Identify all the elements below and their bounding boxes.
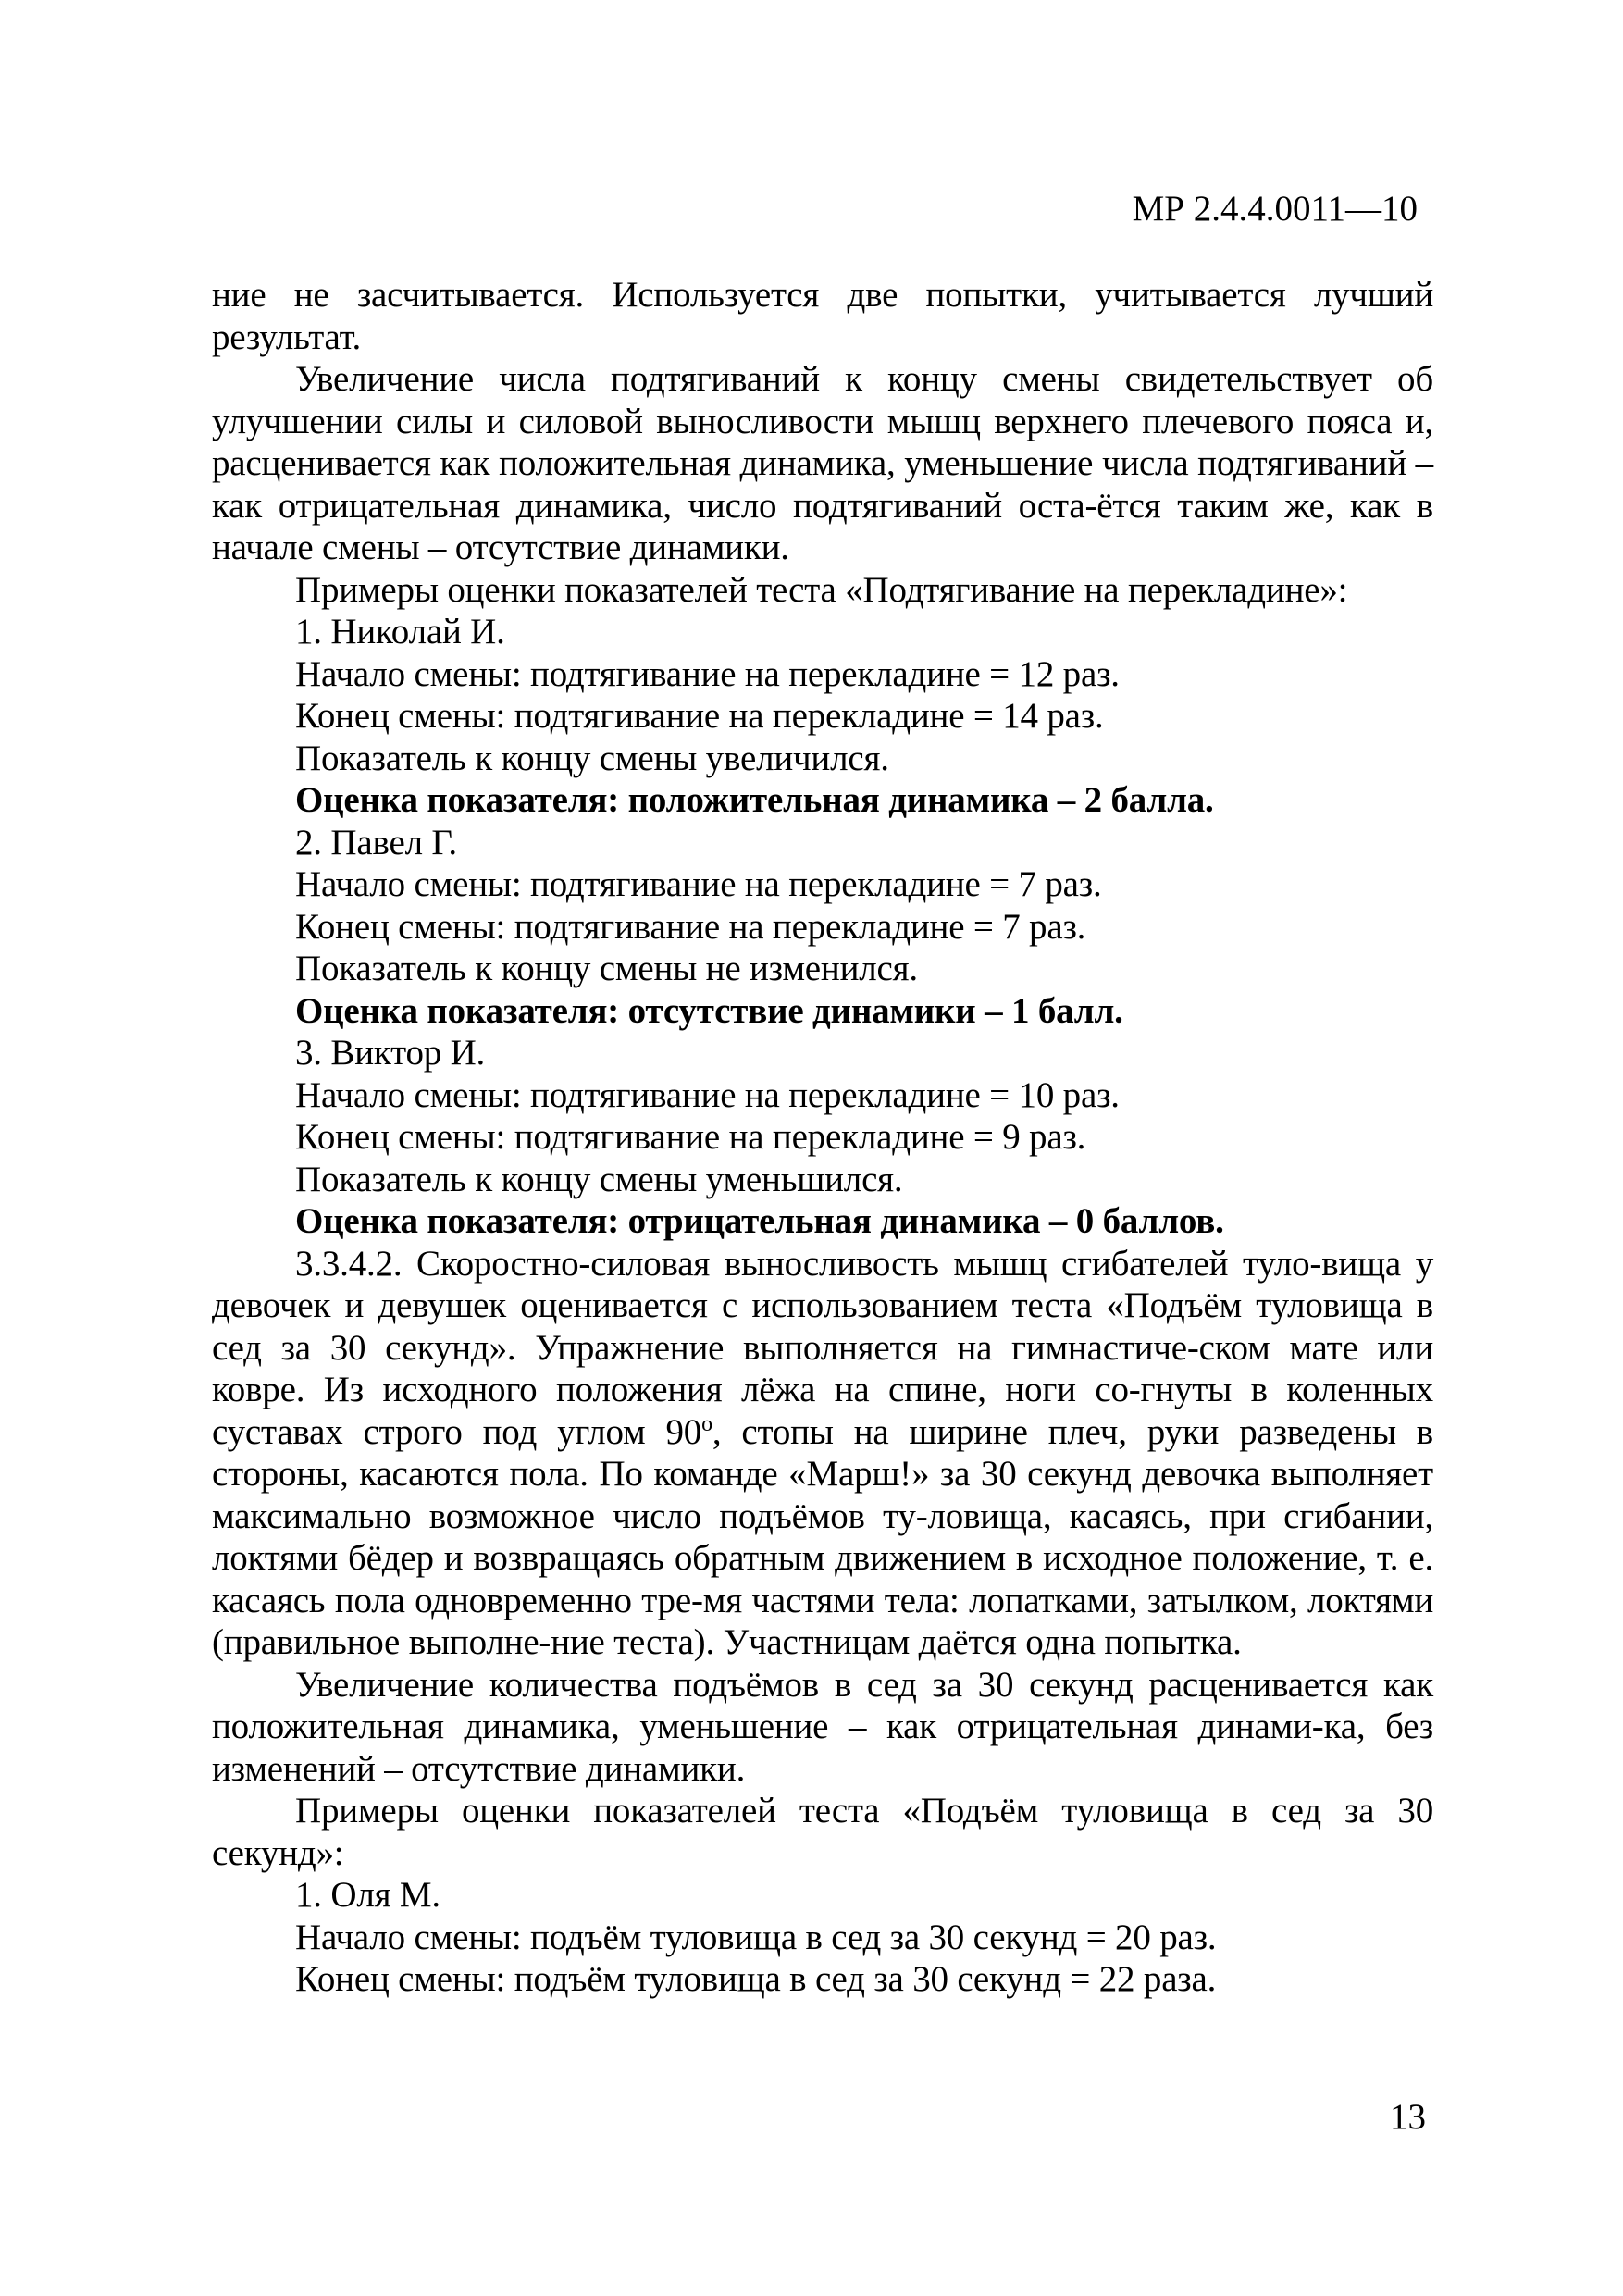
example-2-change: Показатель к концу смены не изменился. [295,949,918,988]
paragraph-situps-description [212,1243,1433,1664]
paragraph-situps-assessment: Увеличение количества подъёмов в сед за 30 секунд расценивается как положительная динамика, уменьшение – как отрицательная динами-ка, без изменений – отсутствие динамики. [212,1664,1433,1789]
example-3-name: 3. Виктор И. [295,1033,486,1073]
example-3-score: Оценка показателя: отрицательная динамика – 0 баллов. [295,1201,1224,1241]
paragraph-pullups-examples-intro: Примеры оценки показателей теста «Подтягивание на перекладине»: [295,569,1348,610]
body-text [212,274,1433,2001]
example-2-name: 2. Павел Г. [295,822,457,863]
situps-description-part-1: 3.3.4.2. Скоростно-силовая выносливость мышц сгибателей туло-вища у девочек и девушек оценивается с использованием теста «Подъём туловища в сед за 30 секунд». Упражнение выполняется на гимнастиче-ском мате или ковре. Из исходного положения лёжа на спине, ноги со-гнуты в коленных суставах строго под углом 90 [212,1243,1433,1452]
example-2-score: Оценка показателя: отсутствие динамики – 1 балл. [295,990,1123,1031]
page-number: 13 [1390,2097,1426,2137]
situps-description-part-2: , стопы на ширине плеч, руки разведены в стороны, касаются пола. По команде «Марш!» за 30 секунд девочка выполняет максимально возможное число подъёмов ту-ловища, касаясь, при сгибании, локтями бёдер и возвращаясь обратным движением в исходное положение, т. е. касаясь пола одновременно тре-мя частями тела: лопатками, затылком, локтями (правильное выполне-ние теста). Участницам даётся одна попытка. [212,1411,1433,1662]
example-2-start: Начало смены: подтягивание на перекладине = 7 раз. [295,864,1102,904]
example-3-start: Начало смены: подтягивание на перекладине = 10 раз. [295,1074,1120,1115]
example-2-end: Конец смены: подтягивание на перекладине = 7 раз. [295,906,1086,947]
paragraph-pullups-assessment: Увеличение числа подтягиваний к концу смены свидетельствует об улучшении силы и силовой выносливости мышц верхнего плечевого пояса и, расценивается как положительная динамика, уменьшение числа подтягиваний – как отрицательная динамика, число подтягиваний оста-ётся таким же, как в начале смены – отсутствие динамики. [212,359,1433,567]
paragraph-situps-examples-intro: Примеры оценки показателей теста «Подъём туловища в сед за 30 секунд»: [212,1791,1433,1873]
paragraph-continuation: ние не засчитывается. Используется две попытки, учитывается лучший результат. [212,275,1433,357]
example-4-start: Начало смены: подъём туловища в сед за 30 секунд = 20 раз. [295,1917,1217,1957]
example-1-change: Показатель к концу смены увеличился. [295,738,889,778]
example-1-score: Оценка показателя: положительная динамика – 2 балла. [295,780,1214,820]
example-4-name: 1. Оля М. [295,1875,440,1915]
example-3-end: Конец смены: подтягивание на перекладине = 9 раз. [295,1117,1086,1157]
example-1-name: 1. Николай И. [295,612,505,652]
degree-superscript: о [701,1411,712,1436]
document-code: МР 2.4.4.0011—10 [1132,189,1418,229]
example-1-start: Начало смены: подтягивание на перекладине = 12 раз. [295,653,1120,694]
example-4-end: Конец смены: подъём туловища в сед за 30 секунд = 22 раза. [295,1959,1217,1999]
example-1-end: Конец смены: подтягивание на перекладине = 14 раз. [295,696,1104,736]
example-3-change: Показатель к концу смены уменьшился. [295,1159,903,1199]
